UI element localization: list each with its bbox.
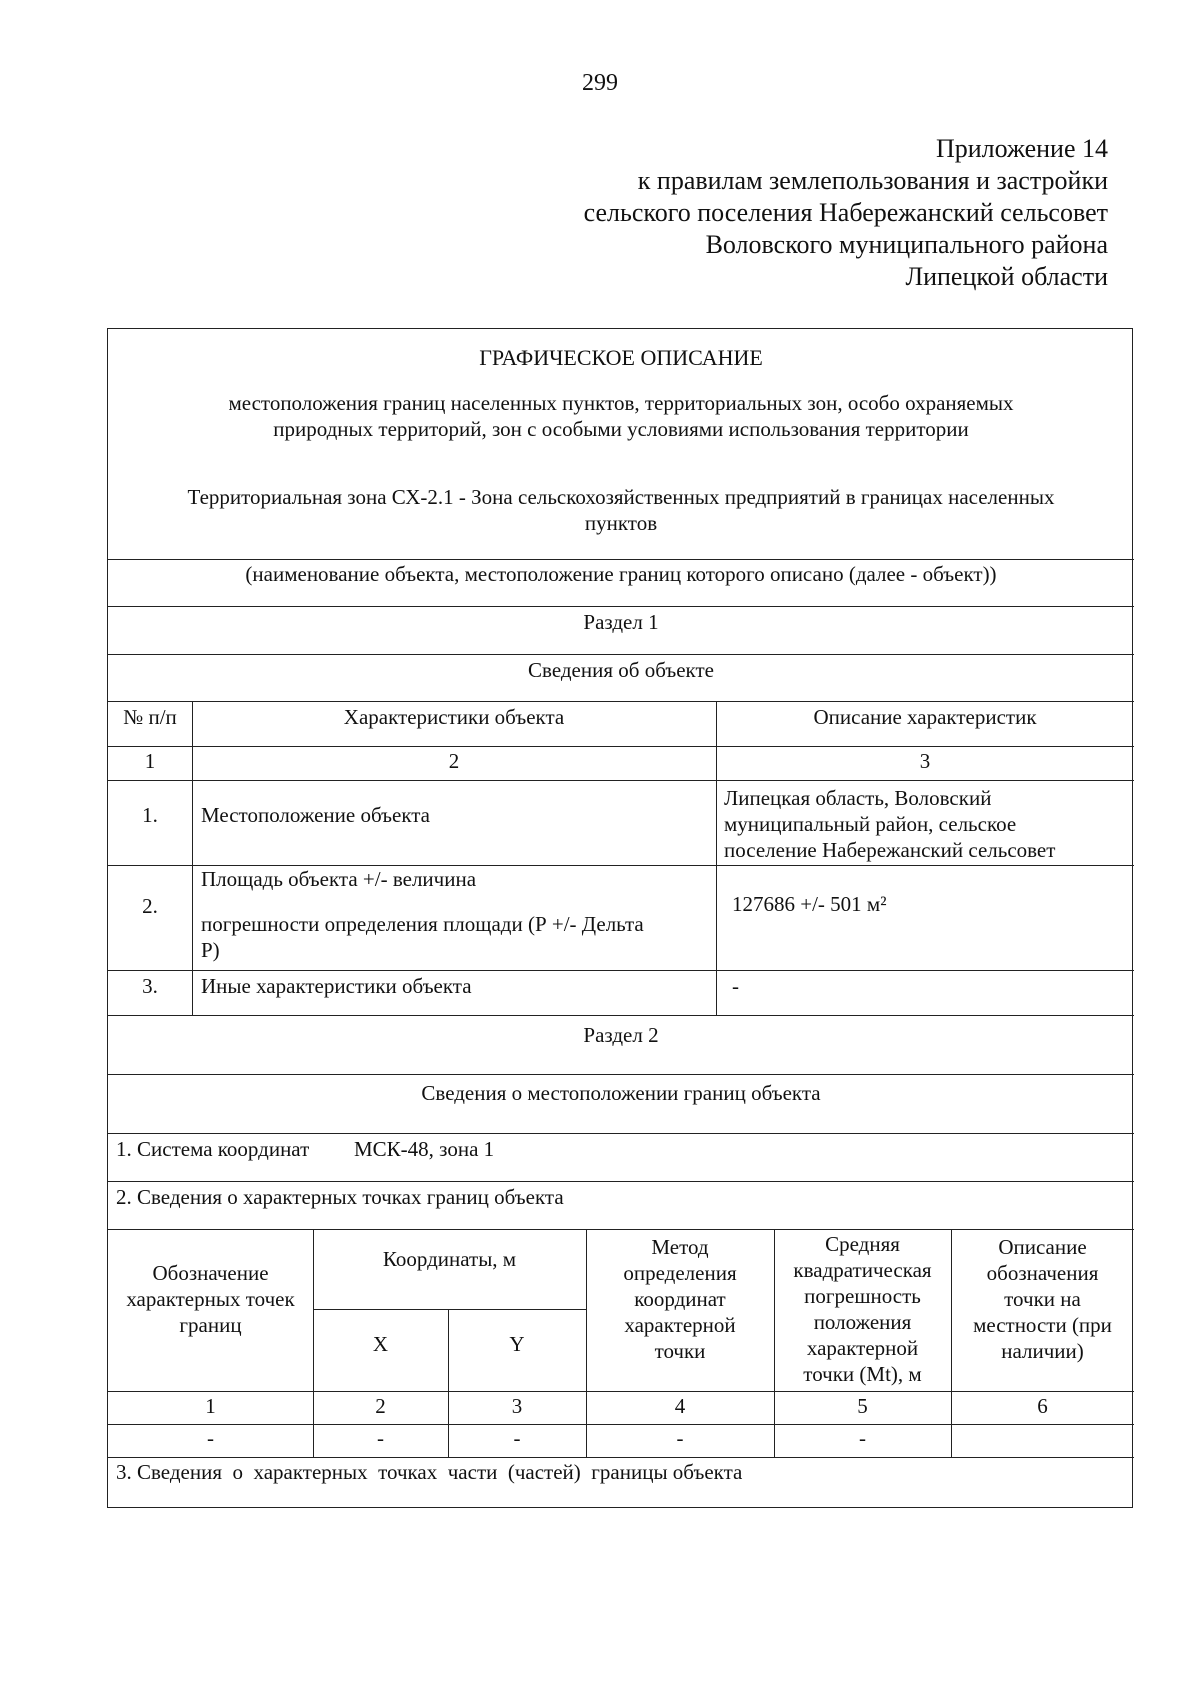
page-number: 299 xyxy=(582,70,618,96)
points-data-cell: - xyxy=(207,1426,214,1450)
row-characteristic-line: Р) xyxy=(201,938,220,962)
row-description-line: муниципальный район, сельское xyxy=(724,812,1017,836)
row-description-line: Липецкая область, Воловский xyxy=(724,786,992,810)
error-header-line: погрешность xyxy=(804,1284,921,1308)
point-description-header-line: Описание xyxy=(998,1235,1087,1259)
point-description-header-line: местности (при xyxy=(973,1313,1112,1337)
row-number: 3. xyxy=(142,974,158,998)
point-description-header-line: обозначения xyxy=(986,1261,1099,1285)
points-col-number: 4 xyxy=(674,1394,686,1418)
y-header: Y xyxy=(509,1332,525,1356)
points-data-cell: - xyxy=(377,1426,384,1450)
coord-system-value: МСК-48, зона 1 xyxy=(354,1137,495,1161)
col-number: 1 xyxy=(144,749,156,773)
form-subtitle-line: природных территорий, зон с особыми условиями использования территории xyxy=(273,417,969,441)
form-title: ГРАФИЧЕСКОЕ ОПИСАНИЕ xyxy=(479,345,763,370)
appendix-line: сельского поселения Набережанский сельсовет xyxy=(583,198,1108,227)
row-characteristic-line: Площадь объекта +/- величина xyxy=(201,867,477,891)
points-data-cell: - xyxy=(676,1426,684,1450)
points-col-number: 6 xyxy=(1037,1394,1048,1418)
method-header-line: определения xyxy=(623,1261,737,1285)
row-description: 127686 +/- 501 м² xyxy=(732,892,887,916)
points-title: 2. Сведения о характерных точках границ объекта xyxy=(116,1185,564,1209)
row-number: 1. xyxy=(142,803,158,827)
error-header-line: Средняя xyxy=(825,1232,900,1256)
appendix-line: Липецкой области xyxy=(905,262,1108,291)
object-note: (наименование объекта, местоположение границ которого описано (далее - объект)) xyxy=(245,562,997,586)
appendix-line: Воловского муниципального района xyxy=(705,230,1108,259)
row-characteristic-line: погрешности определения площади (Р +/- Дельта xyxy=(201,912,644,936)
section1-subtitle: Сведения об объекте xyxy=(528,658,714,682)
points-col-number: 2 xyxy=(375,1394,386,1418)
zone-name-line: Территориальная зона СХ-2.1 - Зона сельскохозяйственных предприятий в границах населенных xyxy=(187,485,1055,509)
row-description-line: поселение Набережанский сельсовет xyxy=(724,838,1056,862)
points-data-cell: - xyxy=(513,1426,521,1450)
form-subtitle-line: местоположения границ населенных пунктов, территориальных зон, особо охраняемых xyxy=(228,391,1014,415)
points-col-number: 1 xyxy=(205,1394,216,1418)
col-header-characteristics: Характеристики объекта xyxy=(343,705,565,729)
row-number: 2. xyxy=(142,894,158,918)
method-header-line: Метод xyxy=(651,1235,709,1259)
parts-title: 3. Сведения о характерных точках части (частей) границы объекта xyxy=(116,1460,743,1484)
error-header-line: точки (Mt), м xyxy=(803,1362,922,1386)
col-header-number: № п/п xyxy=(123,705,177,729)
row-characteristic: Иные характеристики объекта xyxy=(201,974,472,998)
point-description-header-line: наличии) xyxy=(1001,1339,1084,1363)
error-header-line: квадратическая xyxy=(793,1258,932,1282)
col-number: 2 xyxy=(448,749,460,773)
point-description-header-line: точки на xyxy=(1004,1287,1081,1311)
method-header-line: характерной xyxy=(624,1313,736,1337)
row-description: - xyxy=(732,974,739,998)
points-data-cell: - xyxy=(859,1426,866,1450)
col-number: 3 xyxy=(919,749,931,773)
error-header-line: положения xyxy=(813,1310,912,1334)
error-header-line: характерной xyxy=(806,1336,919,1360)
zone-name-line: пунктов xyxy=(584,511,658,535)
section1-title: Раздел 1 xyxy=(583,610,659,634)
coord-system-label: 1. Система координат xyxy=(116,1137,310,1161)
col-header-description: Описание характеристик xyxy=(813,705,1037,729)
x-header: X xyxy=(372,1332,389,1356)
section2-title: Раздел 2 xyxy=(583,1023,659,1047)
row-characteristic: Местоположение объекта xyxy=(201,803,431,827)
points-col1-header-line: характерных точек xyxy=(126,1287,295,1311)
method-header-line: точки xyxy=(654,1339,706,1363)
section2-subtitle: Сведения о местоположении границ объекта xyxy=(421,1081,821,1105)
points-col-number: 5 xyxy=(857,1394,868,1418)
appendix-line: к правилам землепользования и застройки xyxy=(637,166,1108,195)
points-col-number: 3 xyxy=(511,1394,523,1418)
points-col1-header-line: границ xyxy=(179,1313,242,1337)
method-header-line: координат xyxy=(634,1287,726,1311)
appendix-block xyxy=(584,133,1108,293)
appendix-line: Приложение 14 xyxy=(935,134,1108,163)
description-form xyxy=(107,328,1133,1508)
points-col1-header-line: Обозначение xyxy=(152,1261,269,1285)
coords-header: Координаты, м xyxy=(382,1247,517,1271)
